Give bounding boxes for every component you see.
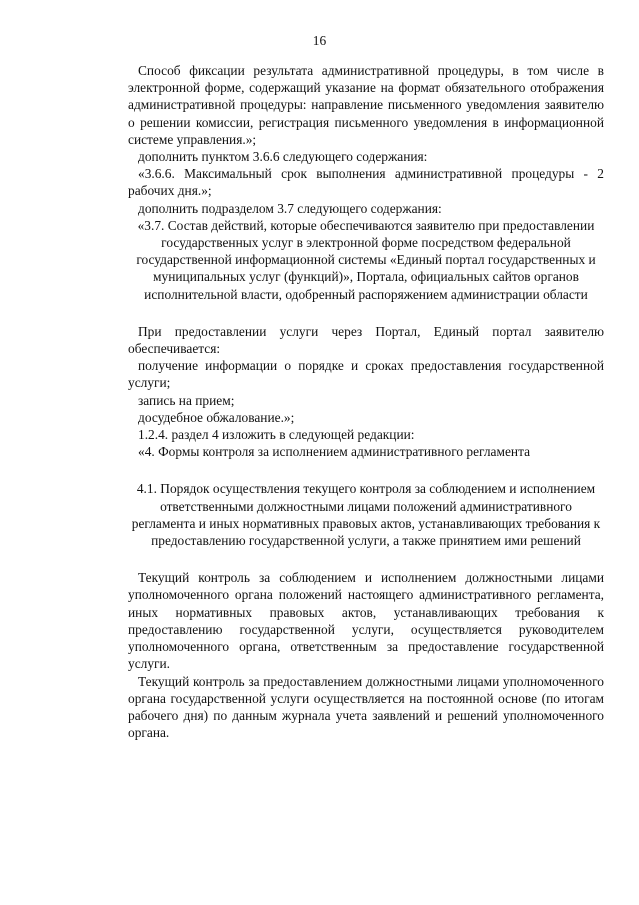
paragraph-portal-provides: При предоставлении услуги через Портал, Единый портал заявителю обеспечивается: [128,323,604,357]
heading-subsection-37: «3.7. Состав действий, которые обеспечиваются заявителю при предоставлении государственных услуг в электронной форме посредством федеральной государственной информационной системы «Единый портал государственных и муниципальных услуг (функций)», Портала, официальных сайтов органов исполнительной власти, одобренный распоряжением администрации области [136,217,596,302]
list-item-appeal: досудебное обжалование.»; [138,409,295,425]
paragraph-section-4-edit: 1.2.4. раздел 4 изложить в следующей редакции: [138,427,415,443]
paragraph-result-fixation: Способ фиксации результата административной процедуры, в том числе в электронной форме, содержащий указание на формат обязательного отображения административной процедуры: направление письменного уведомления заявителю о решении комиссии, регистрация письменного уведомления в информационной системе управления.»; [128,63,604,147]
heading-section-4: «4. Формы контроля за исполнением административного регламента [138,444,531,460]
list-item-info: получение информации о порядке и сроках предоставления государственной услуги; [128,358,604,391]
heading-subsection-41: 4.1. Порядок осуществления текущего контроля за соблюдением и исполнением ответственными должностными лицами положений административного регламента и иных нормативных правовых актов, устанавливающих требования к предоставлению государственной услуги, а также принятием ими решений [131,481,601,549]
page-number: 16 [312,33,327,48]
spacer [128,460,604,480]
paragraph-current-control: Текущий контроль за соблюдением и исполнением должностными лицами уполномоченного органа положений настоящего административного регламента, иных нормативных правовых актов, устанавливающих требования к предоставлению государственной услуги, осуществляется руководителем уполномоченного органа, ответственным за предоставление государственной услуги. [128,570,604,672]
spacer [128,549,604,569]
spacer [128,303,604,323]
document-body [128,62,604,741]
paragraph-add-item-366: дополнить пунктом 3.6.6 следующего содержания: [138,149,428,165]
list-item-appointment: запись на прием; [138,392,235,408]
paragraph-add-subsection-37: дополнить подразделом 3.7 следующего содержания: [138,200,442,216]
paragraph-current-control-continuous: Текущий контроль за предоставлением должностными лицами уполномоченного органа государственной услуги осуществляется на постоянной основе (по итогам рабочего дня) по данным журнала учета заявлений и решений уполномоченного органа. [128,673,604,741]
paragraph-item-366: «3.6.6. Максимальный срок выполнения административной процедуры - 2 рабочих дня.»; [128,166,604,199]
